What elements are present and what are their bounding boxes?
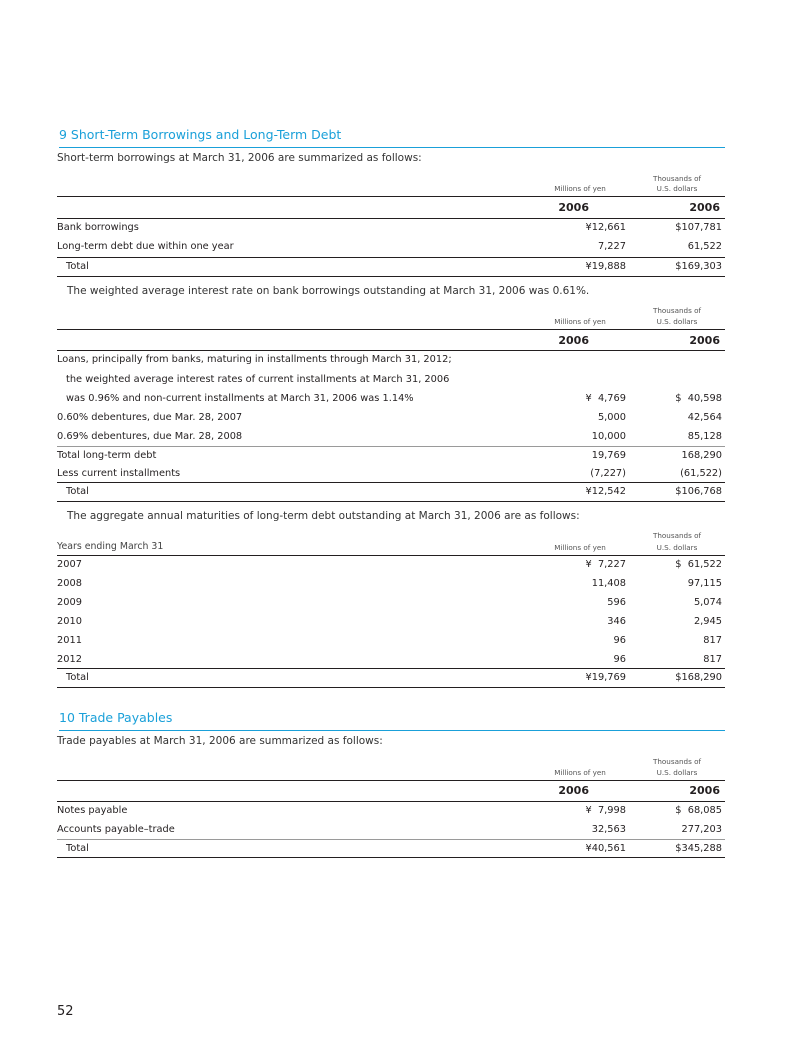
row-value-usd: $107,781	[675, 222, 722, 233]
row-value-usd: $169,303	[675, 261, 722, 272]
row-label: 2008	[57, 578, 82, 589]
row-label: Total	[66, 486, 89, 497]
year-header-usd: 2006	[689, 784, 720, 797]
page-number: 52	[57, 1004, 74, 1019]
table-row	[57, 593, 725, 613]
unit-thousands-of: Thousands of	[652, 306, 702, 315]
row-value-usd: 817	[703, 654, 722, 665]
row-value-yen: 96	[613, 654, 626, 665]
table-row	[57, 350, 725, 370]
row-value-usd: 61,522	[687, 241, 722, 252]
row-value-yen: 10,000	[591, 431, 626, 442]
row-value-yen: ¥ 4,769	[585, 393, 626, 404]
row-label: Total	[66, 672, 89, 683]
row-label: 0.69% debentures, due Mar. 28, 2008	[57, 431, 243, 442]
table-row	[57, 555, 725, 575]
row-label: 2011	[57, 635, 82, 646]
row-label: Long-term debt due within one year	[57, 241, 234, 252]
row-label: Notes payable	[57, 805, 128, 816]
unit-thousands-of: Thousands of	[652, 757, 702, 766]
row-value-usd: $106,768	[675, 486, 722, 497]
row-label: 2007	[57, 559, 82, 570]
table-row	[57, 427, 725, 447]
row-value-usd: $168,290	[675, 672, 722, 683]
row-label: 2010	[57, 616, 82, 627]
row-value-usd: 85,128	[687, 431, 722, 442]
year-header-yen: 2006	[558, 784, 589, 797]
unit-millions-of-yen: Millions of yen	[554, 317, 606, 326]
row-value-yen: (7,227)	[590, 468, 626, 479]
note-interest-rate: The weighted average interest rate on bank borrowings outstanding at March 31, 2006 was 0.61%.	[67, 285, 590, 297]
row-label: 0.60% debentures, due Mar. 28, 2007	[57, 412, 243, 423]
table-row	[57, 820, 725, 840]
table-rule	[57, 196, 725, 197]
row-label: 2012	[57, 654, 82, 665]
intro-trade-payables: Trade payables at March 31, 2006 are summarized as follows:	[57, 735, 383, 747]
table-row	[57, 650, 725, 670]
table-row	[57, 237, 725, 257]
row-value-yen: ¥ 7,227	[585, 559, 626, 570]
row-value-usd: 5,074	[693, 597, 722, 608]
table-row-total	[57, 482, 725, 502]
row-label: 2009	[57, 597, 82, 608]
table-row	[57, 389, 725, 409]
table-row-total	[57, 839, 725, 859]
year-header-yen: 2006	[558, 201, 589, 214]
row-value-usd: 168,290	[681, 450, 722, 461]
row-value-usd: $ 61,522	[675, 559, 722, 570]
row-value-yen: ¥19,888	[585, 261, 626, 272]
row-value-yen: 96	[613, 635, 626, 646]
table-row	[57, 574, 725, 594]
table-rule	[57, 857, 725, 858]
row-value-yen: ¥12,542	[585, 486, 626, 497]
unit-us-dollars: U.S. dollars	[656, 317, 698, 326]
unit-millions-of-yen: Millions of yen	[554, 768, 606, 777]
row-value-usd: $ 68,085	[675, 805, 722, 816]
year-header-usd: 2006	[689, 201, 720, 214]
table-row-total	[57, 668, 725, 688]
table-row	[57, 218, 725, 238]
row-label: Less current installments	[57, 468, 181, 479]
row-value-yen: 596	[607, 597, 626, 608]
row-value-yen: 7,227	[597, 241, 626, 252]
unit-us-dollars: U.S. dollars	[656, 768, 698, 777]
row-label: Accounts payable–trade	[57, 824, 175, 835]
row-label: Bank borrowings	[57, 222, 139, 233]
row-label: was 0.96% and non-current installments at March 31, 2006 was 1.14%	[66, 393, 414, 404]
row-value-usd: 817	[703, 635, 722, 646]
table-row	[57, 801, 725, 821]
table-rule	[57, 276, 725, 277]
table-row	[57, 631, 725, 651]
table-rule	[57, 687, 725, 688]
unit-millions-of-yen: Millions of yen	[554, 184, 606, 193]
row-value-yen: 11,408	[591, 578, 626, 589]
row-value-yen: ¥19,769	[585, 672, 626, 683]
note-annual-maturities: The aggregate annual maturities of long-term debt outstanding at March 31, 2006 are as follows:	[67, 510, 580, 522]
unit-us-dollars: U.S. dollars	[656, 184, 698, 193]
row-value-usd: 277,203	[681, 824, 722, 835]
table-row	[57, 612, 725, 632]
unit-thousands-of: Thousands of	[652, 174, 702, 183]
row-value-usd: (61,522)	[680, 468, 722, 479]
table-rule	[57, 501, 725, 502]
section-title-short-term-borrowings: 9 Short-Term Borrowings and Long-Term Debt	[59, 127, 725, 148]
row-value-yen: 19,769	[591, 450, 626, 461]
section-title-trade-payables: 10 Trade Payables	[59, 710, 725, 731]
row-value-yen: ¥12,661	[585, 222, 626, 233]
unit-millions-of-yen: Millions of yen	[554, 543, 606, 552]
row-value-yen: ¥ 7,998	[585, 805, 626, 816]
row-value-usd: $345,288	[675, 843, 722, 854]
row-value-yen: ¥40,561	[585, 843, 626, 854]
row-value-yen: 346	[607, 616, 626, 627]
unit-us-dollars: U.S. dollars	[656, 543, 698, 552]
table-rule	[57, 780, 725, 781]
row-label: Total	[66, 843, 89, 854]
table-row	[57, 446, 725, 466]
row-label: the weighted average interest rates of current installments at March 31, 2006	[66, 374, 450, 385]
table-row	[57, 370, 725, 390]
year-header-yen: 2006	[558, 334, 589, 347]
table-row	[57, 464, 725, 484]
row-value-yen: 5,000	[597, 412, 626, 423]
table-row-total	[57, 257, 725, 277]
row-value-usd: 2,945	[693, 616, 722, 627]
years-ending-header: Years ending March 31	[57, 541, 164, 552]
row-value-usd: $ 40,598	[675, 393, 722, 404]
table-rule	[57, 329, 725, 330]
row-value-usd: 97,115	[687, 578, 722, 589]
intro-short-term-borrowings: Short-term borrowings at March 31, 2006 are summarized as follows:	[57, 152, 422, 164]
row-value-usd: 42,564	[687, 412, 722, 423]
row-label: Total long-term debt	[57, 450, 157, 461]
row-value-yen: 32,563	[591, 824, 626, 835]
row-label: Loans, principally from banks, maturing in installments through March 31, 2012;	[57, 354, 452, 365]
table-row	[57, 408, 725, 428]
year-header-usd: 2006	[689, 334, 720, 347]
row-label: Total	[66, 261, 89, 272]
unit-thousands-of: Thousands of	[652, 531, 702, 540]
